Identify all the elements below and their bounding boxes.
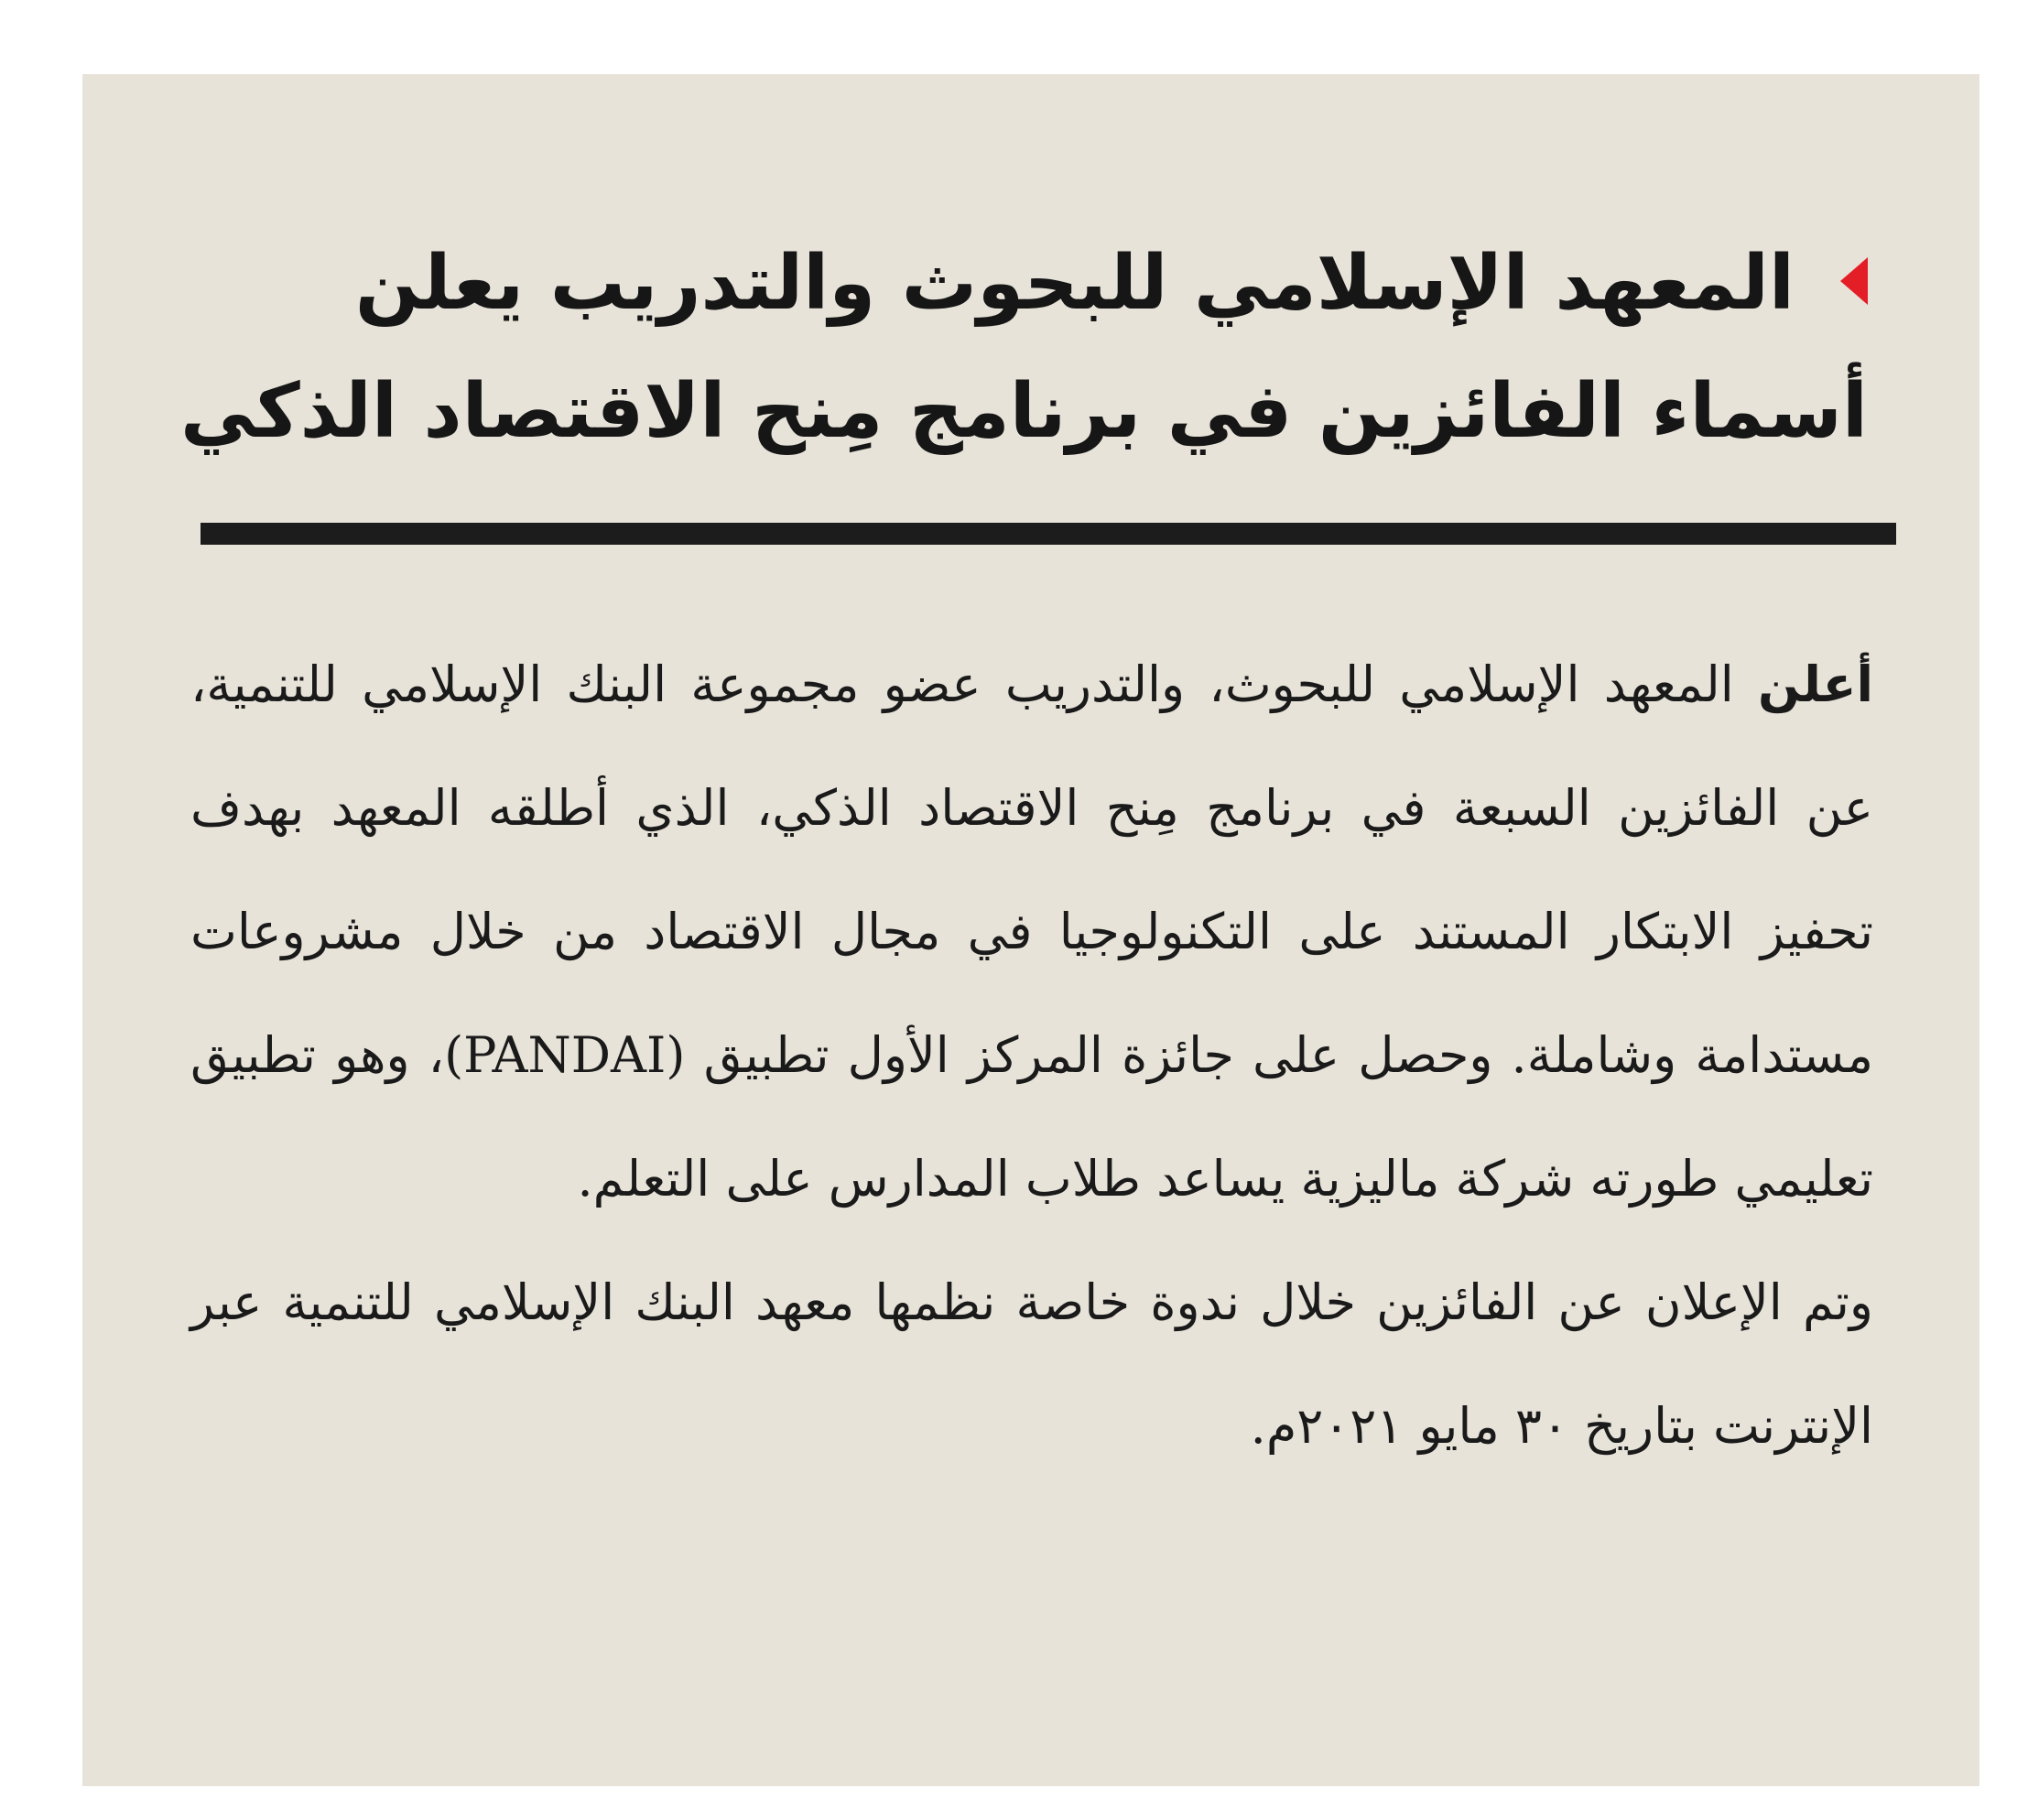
headline-line-1: المعهد الإسلامي للبحوث والتدريب يعلن [354, 240, 1795, 327]
article-body [190, 623, 1873, 1488]
paragraph-1-text: المعهد الإسلامي للبحوث، والتدريب عضو مجموعة البنك الإسلامي للتنمية، عن الفائزين السبعة في برنامج مِنح الاقتصاد الذكي، الذي أطلقه المعهد بهدف تحفيز الابتكار المستند على التكنولوجيا في مجال الاقتصاد من خلال مشروعات مستدامة وشاملة. وحصل على جائزة المركز الأول تطبيق (PANDAI)، وهو تطبيق تعليمي طورته شركة ماليزية يساعد طلاب المدارس على التعلم. [190, 655, 1873, 1208]
lead-word: أعلن [1757, 655, 1874, 713]
headline-line-2: أسماء الفائزين في برنامج مِنح الاقتصاد الذكي [180, 368, 1868, 455]
paragraph-2: وتم الإعلان عن الفائزين خلال ندوة خاصة نظمها معهد البنك الإسلامي للتنمية عبر الإنترنت بتاريخ ٣٠ مايو ٢٠٢١م. [190, 1273, 1873, 1455]
arrow-icon [1820, 257, 1868, 305]
divider-rule [201, 523, 1896, 545]
headline-block [156, 220, 1868, 476]
headline [156, 220, 1868, 476]
paragraph-1 [190, 623, 1873, 1240]
